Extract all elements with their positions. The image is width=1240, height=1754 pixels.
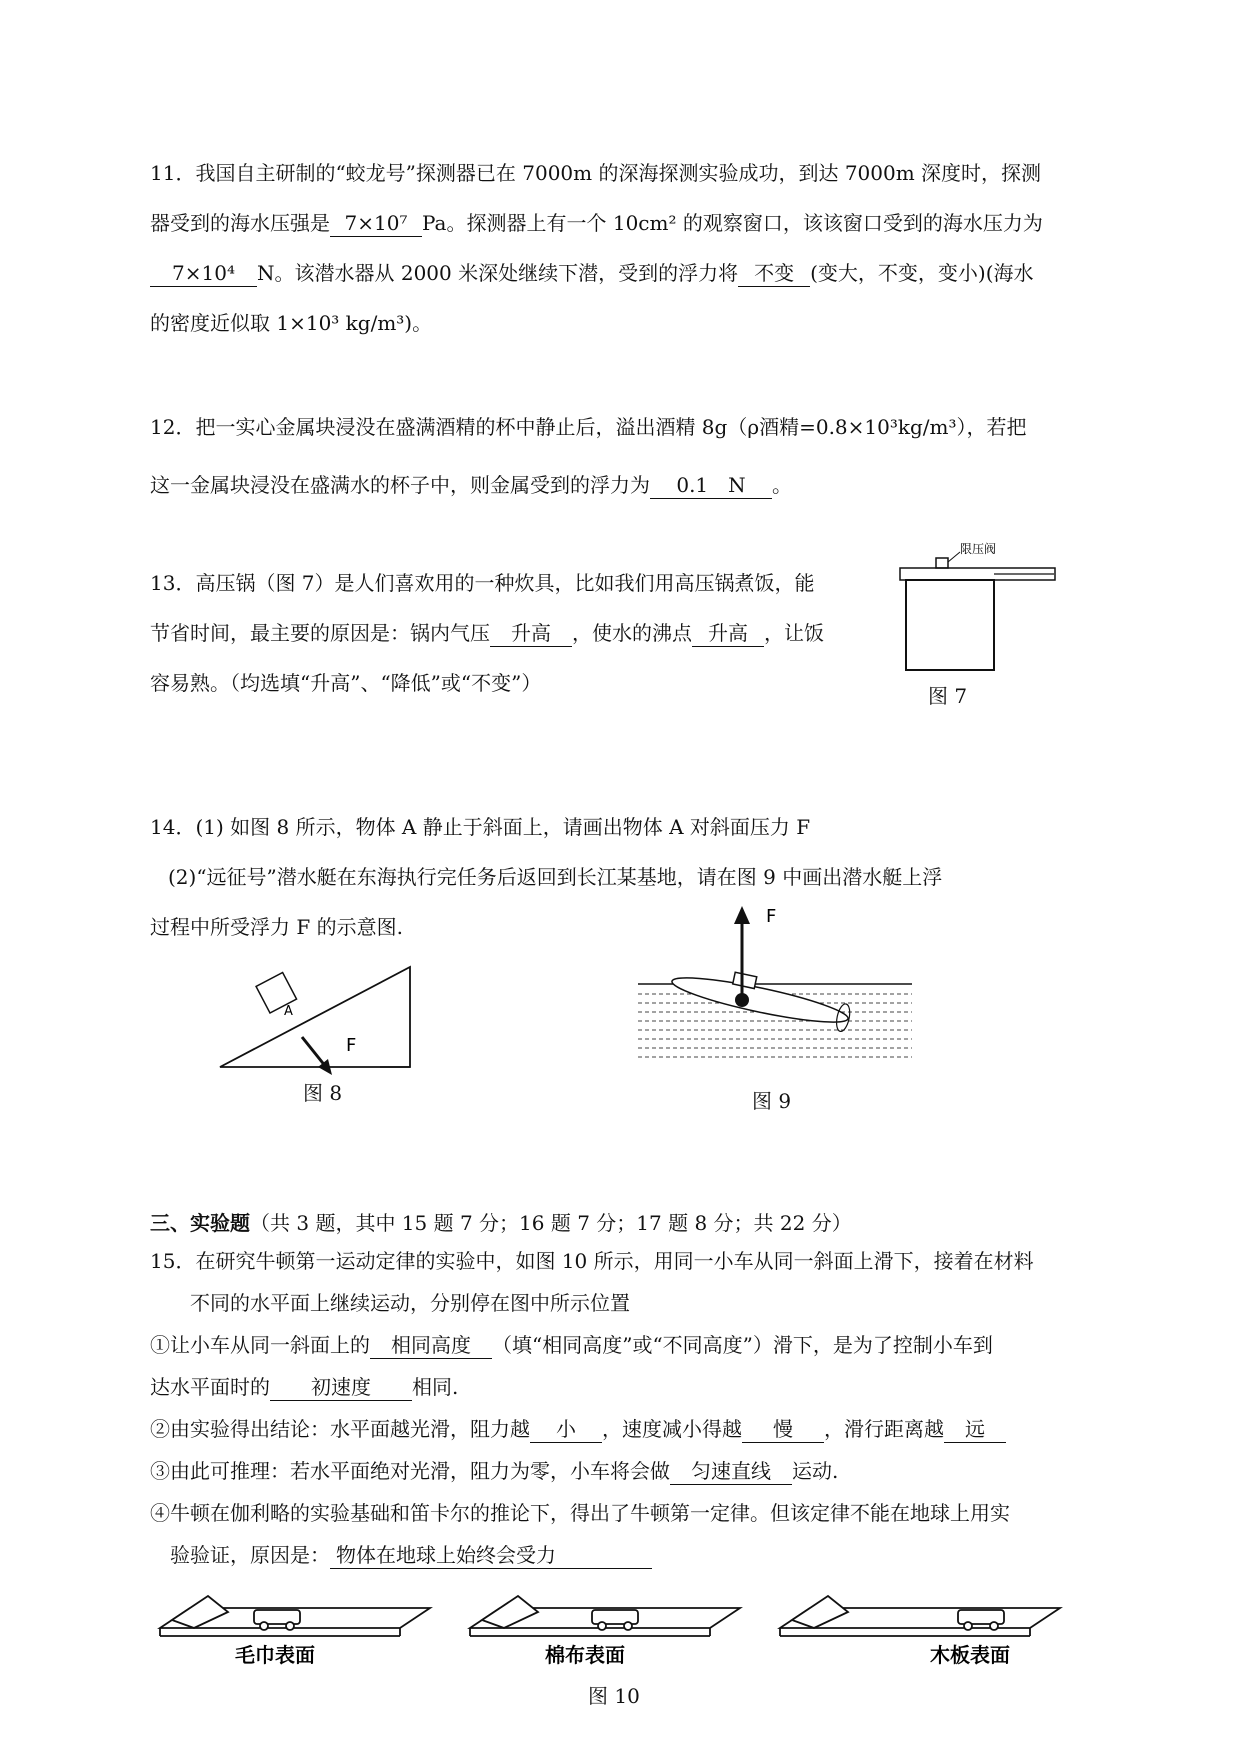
figure-9-force-label: F	[766, 906, 777, 927]
q15-text: 相同.	[412, 1375, 459, 1399]
q15-answer-motion: 匀速直线	[670, 1458, 792, 1485]
figure-7-pressure-cooker	[890, 540, 1070, 690]
q15-step-1	[150, 1330, 993, 1360]
q15-answer-speed: 初速度	[270, 1374, 412, 1401]
figure-7-caption: 图 7	[928, 684, 968, 708]
figure-10-caption: 图 10	[588, 1684, 640, 1708]
q12-answer: 0.1 N	[650, 472, 772, 499]
figure-9-caption: 图 9	[752, 1089, 792, 1113]
q15-text: 达水平面时的	[150, 1375, 270, 1399]
q11-text: Pa。探测器上有一个 10cm² 的观察窗口，该该窗口受到的海水压力为	[422, 211, 1043, 235]
q15-text: ，速度减小得越	[602, 1417, 742, 1441]
q15-text: （填“相同高度”或“不同高度”）滑下，是为了控制小车到	[492, 1333, 993, 1357]
q11-line-4: 的密度近似取 1×10³ kg/m³)。	[150, 311, 433, 335]
q15-step-1-cont	[150, 1372, 458, 1402]
q13-text: ，使水的沸点	[572, 621, 692, 645]
q13-text: ，让饭	[764, 621, 824, 645]
q15-text: 验验证，原因是：	[170, 1543, 330, 1567]
q13-text: 节省时间，最主要的原因是：锅内气压	[150, 621, 490, 645]
q12-line-1: 12．把一实心金属块浸没在盛满酒精的杯中静止后，溢出酒精 8g（ρ酒精=0.8×10³kg/m³），若把	[150, 415, 1027, 439]
q11-answer-pressure: 7×10⁷	[330, 210, 422, 237]
surface-label-cotton: 棉布表面	[545, 1643, 625, 1667]
q15-answer-distance: 远	[944, 1416, 1006, 1443]
q15-step-4: ④牛顿在伽利略的实验基础和笛卡尔的推论下，得出了牛顿第一定律。但该定律不能在地球上用实	[150, 1501, 1010, 1525]
q11-line-3	[150, 258, 1034, 288]
q15-line-2: 不同的水平面上继续运动，分别停在图中所示位置	[190, 1291, 630, 1315]
section-3-heading	[150, 1208, 852, 1238]
q15-answer-resistance: 小	[530, 1416, 602, 1443]
q15-text: 运动.	[792, 1459, 839, 1483]
q13-answer-1: 升高	[490, 620, 572, 647]
q15-text: ，滑行距离越	[824, 1417, 944, 1441]
q11-text: 器受到的海水压强是	[150, 211, 330, 235]
q15-text: ①让小车从同一斜面上的	[150, 1333, 370, 1357]
q11-line-1: 11．我国自主研制的“蛟龙号”探测器已在 7000m 的深海探测实验成功，到达 7000m 深度时，探测	[150, 161, 1042, 185]
section-3-title: 三、实验题	[150, 1211, 250, 1235]
q15-step-4-cont	[170, 1540, 652, 1570]
q15-text: ②由实验得出结论：水平面越光滑，阻力越	[150, 1417, 530, 1441]
figure-7-valve-label: 限压阀	[960, 542, 997, 556]
q13-answer-2: 升高	[692, 620, 764, 647]
q15-line-1: 15．在研究牛顿第一运动定律的实验中，如图 10 所示，用同一小车从同一斜面上滑下，接着在材料	[150, 1249, 1034, 1273]
q15-answer-height: 相同高度	[370, 1332, 492, 1359]
q15-answer-rate: 慢	[742, 1416, 824, 1443]
q14-line-2: (2)“远征号”潜水艇在东海执行完任务后返回到长江某基地，请在图 9 中画出潜水艇上浮	[168, 865, 943, 889]
figure-8-block-label: A	[284, 1004, 293, 1019]
q11-text: (变大，不变，变小)(海水	[810, 261, 1034, 285]
q11-text: N。该潜水器从 2000 米深处继续下潜，受到的浮力将	[257, 261, 739, 285]
surface-label-wood: 木板表面	[930, 1643, 1010, 1667]
surface-label-towel: 毛巾表面	[235, 1643, 315, 1667]
q11-answer-force: 7×10⁴	[150, 260, 257, 287]
q11-answer-buoyancy: 不变	[738, 260, 810, 287]
q11-line-2	[150, 208, 1043, 238]
figure-8-caption: 图 8	[303, 1081, 343, 1105]
q14-line-3: 过程中所受浮力 F 的示意图.	[150, 915, 403, 939]
q12-text: 这一金属块浸没在盛满水的杯子中，则金属受到的浮力为	[150, 473, 650, 497]
q15-step-2	[150, 1414, 1006, 1444]
section-3-points: （共 3 题，其中 15 题 7 分；16 题 7 分；17 题 8 分；共 22 分）	[250, 1211, 852, 1235]
q14-line-1: 14．(1) 如图 8 所示，物体 A 静止于斜面上，请画出物体 A 对斜面压力 F	[150, 815, 811, 839]
figure-9-submarine	[630, 900, 920, 1080]
q13-line-3: 容易熟。（均选填“升高”、“降低”或“不变”）	[150, 671, 542, 695]
figure-10-surfaces	[150, 1590, 1080, 1670]
figure-8-force-label: F	[346, 1035, 357, 1056]
q15-step-3	[150, 1456, 838, 1486]
q15-text: ③由此可推理：若水平面绝对光滑，阻力为零，小车将会做	[150, 1459, 670, 1483]
q13-line-1: 13．高压锅（图 7）是人们喜欢用的一种炊具，比如我们用高压锅煮饭，能	[150, 571, 815, 595]
q15-answer-reason: 物体在地球上始终会受力	[330, 1542, 652, 1569]
q12-text: 。	[772, 473, 792, 497]
q13-line-2	[150, 618, 824, 648]
q12-line-2	[150, 470, 792, 500]
